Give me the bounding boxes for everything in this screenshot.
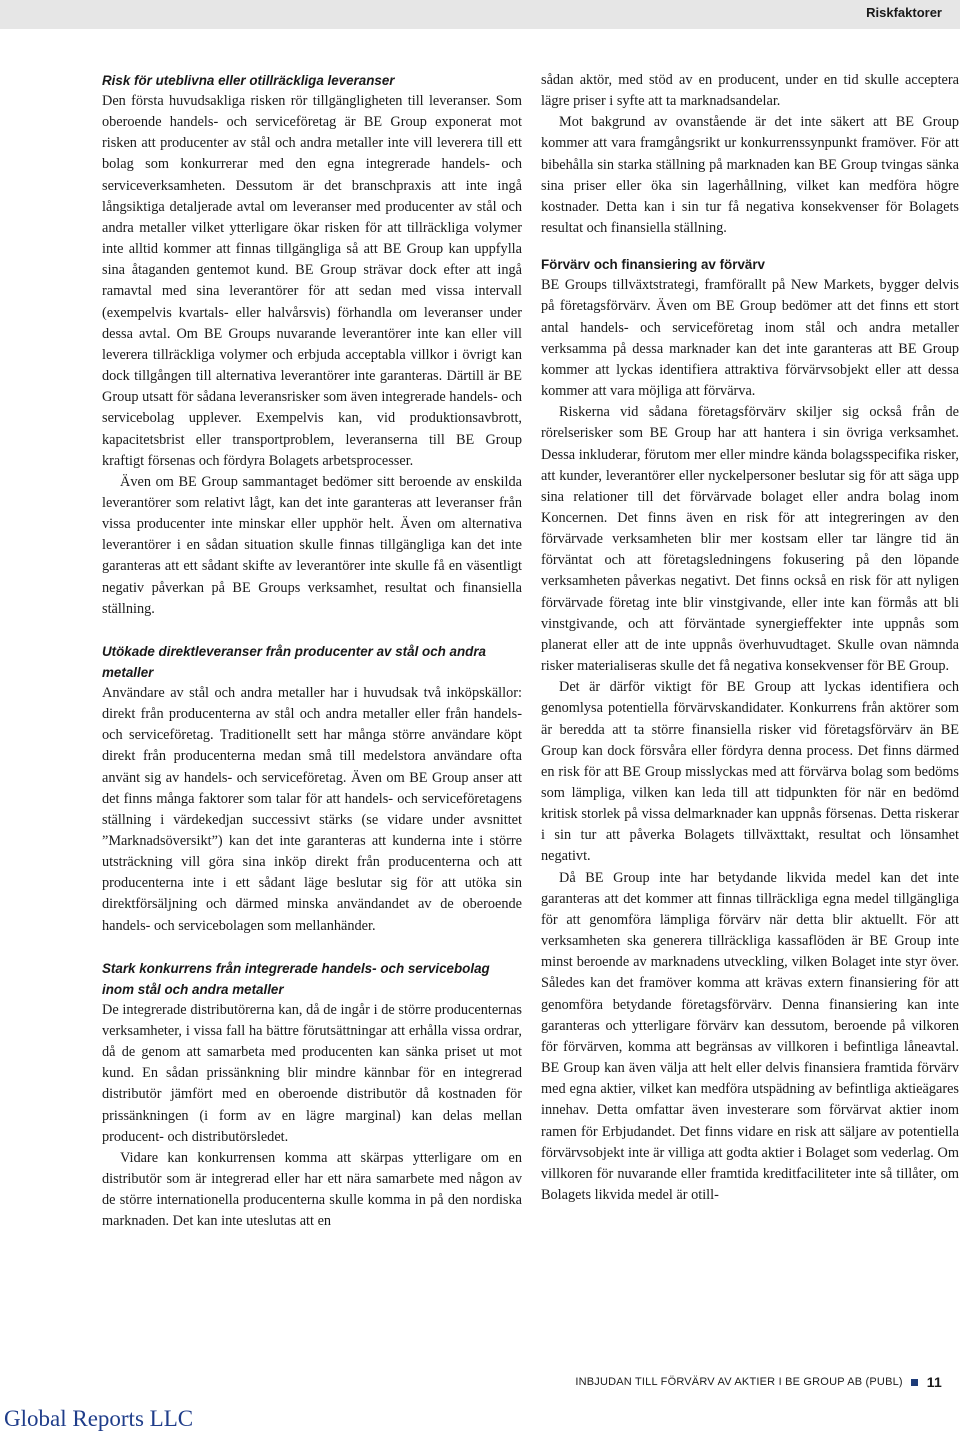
footer-title: INBJUDAN TILL FÖRVÄRV AV AKTIER I BE GROUP AB (PUBL): [575, 1376, 903, 1388]
left-column: [102, 70, 522, 1233]
header-bar: [0, 0, 960, 29]
paragraph: Då BE Group inte har betydande likvida medel kan det inte garanteras att det kommer att finnas tillräckliga egna medel tillgängliga för att genomföra lämpliga förvärv när detta blir aktuellt. För att verksamheten ska generera tillräckliga kassaflöden är BE Group inte minst beroende av marknadens utveckling, vilken Bolaget inte styr över. Således kan det framöver komma att krävas extern finansiering för att genomföra betydande företagsförvärv. Denna finansiering kan inte garanteras och ytterligare förvärv kan dessutom, beroende på vilkoren för förvärven, komma att begränsas av villkoren i befintliga låneavtal. BE Group kan även välja att helt eller delvis finansiera framtida förvärv med egna aktier, vilket kan medföra utspädning av befintliga aktieägares innehav. Detta omfattar även investerare som förvärvat aktier inom ramen för Erbjudandet. Det finns vidare en risk att säljare av potentiella förvärvsobjekt inte är villiga att godta aktier i Bolaget som vederlag. Om villkoren för nuvarande eller framtida kreditfaciliteter inte så tillåter, om Bolagets likvida medel är otill-: [541, 869, 959, 1203]
paragraph: Användare av stål och andra metaller har i huvudsak två inköpskällor: direkt från producenterna av stål och andra metaller eller från handels- och serviceföretag. Traditionellt sett har många större användare köpt direkt från producenterna medan små till medelstora användare ofta använt sig av handels- och serviceföretag. Även om BE Group anser att det finns många faktorer som talar för att handels- och serviceföretagens ställning i värdekedjan successivt stärks (se vidare under avsnittet ”Marknadsöversikt”) kan det inte garanteras att kunderna inte i större utsträckning vill göra sina inköp direkt från producenterna och att producenterna inte i ett sådant läge beslutar sig för att utöka sin direktförsäljning och därmed minska användandet av de oberoende handels- och servicebolagen som mellanhänder.: [102, 684, 522, 934]
section-title: Riskfaktorer: [866, 5, 942, 20]
square-bullet-icon: [911, 1379, 918, 1386]
paragraph: Det är därför viktigt för BE Group att lyckas identifiera och genomlysa potentiella förvärvskandidater. Konkurrens från aktörer som är beredda att ta större finansiella risker vid företagsförvärv än BE Group kan dock försvåra eller fördyra denna process. Det finns därmed en risk för att BE Group misslyckas med att förvärva bolag som bedöms som lämpliga, vilken kan leda till att tidpunkten för när en bedömd kritisk storlek på vissa delmarknader kan uppnås försenas. Detta riskerar i sin tur att påverka Bolagets tillväxttakt, resultat och lönsamhet negativt.: [541, 679, 959, 865]
paragraph: De integrerade distributörerna kan, då de ingår i de större producenternas verksamheter, i vissa fall ha bättre förutsättningar att erhålla vissa ordrar, då de genom att samarbeta med producenten kan sänka priset ut mot kund. En sådan prissänkning blir mindre kännbar för en integrerad distributör jämfört med en oberoende distributör då kostnaden för prissänkningen (i form av en lägre marginal) kan delas mellan producent- och distributörsledet.: [102, 1001, 522, 1145]
heading-acquisitions: Förvärv och finansiering av förvärv: [541, 257, 765, 273]
paragraph: Mot bakgrund av ovanstående är det inte säkert att BE Group kommer att vara framgångsrikt ur konkurrenssynpunkt framöver. För att bibehålla sin starka ställning på marknaden kan BE Group tvingas sänka sina priser eller öka sin lagerhållning, vilket kan medföra högre kostnader. Detta kan i sin tur få negativa konsekvenser för Bolagets resultat och finansiella ställning.: [541, 114, 959, 237]
paragraph: Riskerna vid sådana företagsförvärv skiljer sig också från de rörelserisker som BE Group har att hantera i sin övriga verksamhet. Dessa inkluderar, förutom mer eller mindre kända bolagsspecifika risker, att kunder, leverantörer eller nyckelpersoner beslutar sig för att säga upp sina relationer till det förvärvade bolaget eller andra bolag inom Koncernen. Det finns även en risk för att integreringen av den förvärvade verksamheten blir mer kostsam eller tar längre tid än förväntat och att företagsledningens fokusering på den löpande verksamheten påverkas negativt. Det finns också en risk för att nyligen förvärvade företag inte blir vinstgivande, eller inte kan förmås att bli vinstgivande, och att förväntade synergieffekter inte uppnås som planerat eller att de inte uppnås överhuvudtaget. Skulle ovan nämnda risker materialiseras skulle det få negativa konsekvenser för BE Group.: [541, 404, 959, 675]
paragraph: Vidare kan konkurrensen komma att skärpas ytterligare om en distributör som är integrerad eller har ett nära samarbete med någon av de större internationella producenterna skulle komma in på den nordiska marknaden. Det kan inte uteslutas att en: [102, 1149, 522, 1230]
heading-supply-risk: Risk för uteblivna eller otillräckliga leveranser: [102, 73, 395, 88]
page-number: 11: [926, 1374, 942, 1390]
watermark: Global Reports LLC: [4, 1406, 194, 1431]
paragraph: Den första huvudsakliga risken rör tillgängligheten till leveranser. Som oberoende handels- och serviceföretag är BE Group exponerat mot risken att producenter av stål och andra metaller inte vill leverera till ett bolag som konkurrerar med den egna integrerade handels- och serviceverksamheten. Dessutom är det branschpraxis att inte ingå långsiktiga detaljerade avtal om leveranser med producenter av stål och andra metaller vilket ytterligare ökar risken för att tillräckliga volymer inte alltid kommer att finnas tillgängliga så att BE Group kan uppfylla sina åtaganden gentemot kund. BE Group strävar dock efter att ingå ramavtal med sina leverantörer för att sedan med vissa intervall (exempelvis kvartals- eller halvårsvis) förhandla om leveranser under dessa avtal. Om BE Groups nuvarande leverantörer inte kan eller vill leverera tillräckliga volymer och erbjuda acceptabla villkor i övrigt kan dock tillgången till alternativa leverantörer inte garanteras. Därtill är BE Group utsatt för sådana leveransrisker som även integrerade handels- och servicebolag upplever. Exempelvis kan, vid produktionsavbrott, kapacitetsbrist eller transportproblem, leveranserna till BE Group kraftigt försenas och fördyra Bolagets arbetsprocesser.: [102, 93, 522, 469]
paragraph: Även om BE Group sammantaget bedömer sitt beroende av enskilda leverantörer som relativt lågt, kan det inte garanteras att leveranser från vissa producenter inte minskar eller upphör helt. Även om alternativa leverantörer i en sådan situation skulle finnas tillgängliga kan det inte garanteras att ett sådant skifte av leverantörer inte skulle få en väsentligt negativ påverkan på BE Groups verksamhet, resultat och finansiella ställning.: [102, 473, 522, 617]
paragraph: sådan aktör, med stöd av en producent, under en tid skulle acceptera lägre priser i syfte att ta marknadsandelar.: [541, 72, 959, 110]
page-footer: [575, 1374, 942, 1390]
heading-direct-deliveries: Utökade direktleveranser från producenter av stål och andra metaller: [102, 643, 487, 680]
heading-competition: Stark konkurrens från integrerade handels- och servicebolag inom stål och andra metaller: [102, 960, 490, 997]
paragraph: BE Groups tillväxtstrategi, framförallt på New Markets, bygger delvis på företagsförvärv. Även om BE Group bedömer att det finns ett stort antal handels- och serviceföretag inom stål och andra metaller verksamma på dessa marknader kan det inte garanteras att BE Group kommer att lyckas identifiera attraktiva förvärvsobjekt eller att dessa kommer att vara möjliga att förvärva.: [541, 277, 959, 400]
right-column: [541, 70, 959, 1206]
